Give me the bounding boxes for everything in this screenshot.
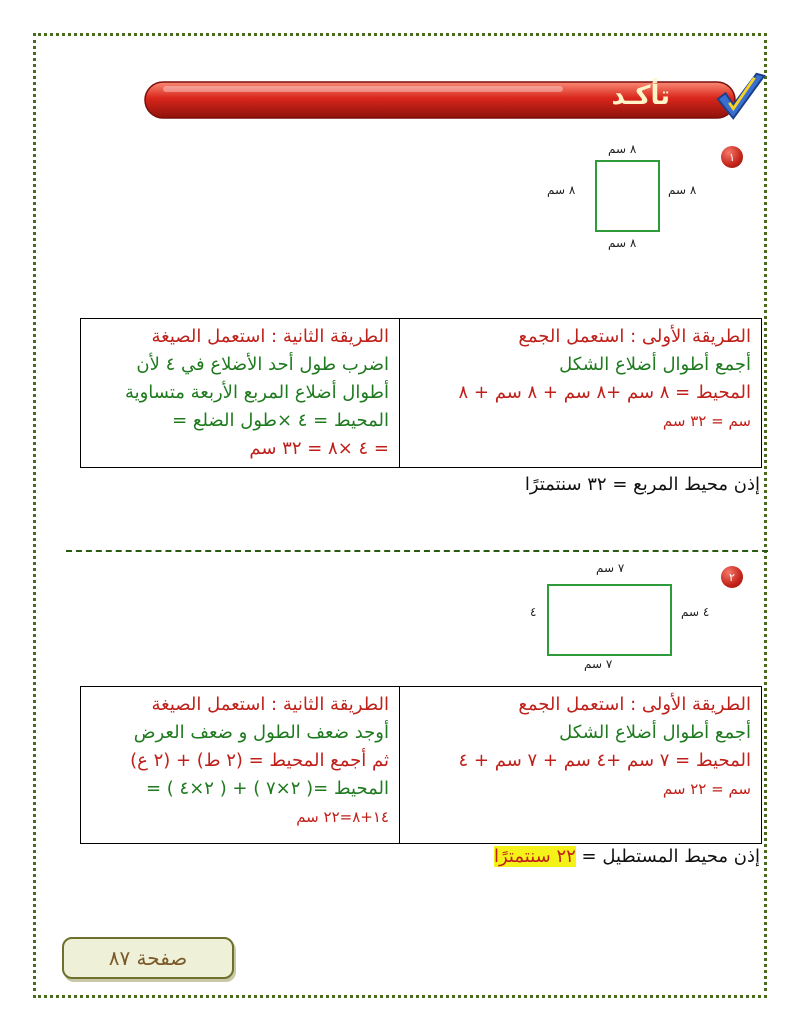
square-right-label: ٨ سم — [668, 183, 697, 197]
checkmark-icon — [712, 70, 770, 128]
page-number: صفحة ٨٧ — [108, 946, 188, 970]
method2-line: ثم أجمع المحيط = (٢ ط) + (٢ ع) — [130, 750, 389, 771]
rectangle-top-label: ٧ سم — [596, 561, 625, 575]
method1-line: سم = ٣٢ سم — [662, 412, 751, 430]
section-divider — [66, 550, 768, 552]
method-addition-cell — [400, 319, 762, 468]
problem-number-badge: ١ — [721, 146, 743, 168]
rectangle-left-label: ٤ — [530, 605, 537, 619]
method2-line: ١٤+٨=٢٢ سم — [296, 808, 389, 826]
method1-line: أجمع أطوال أضلاع الشكل — [559, 722, 751, 743]
rectangle-bottom-label: ٧ سم — [584, 657, 613, 671]
method1-line: أجمع أطوال أضلاع الشكل — [559, 354, 751, 375]
methods-table-2 — [80, 686, 762, 844]
method1-line: المحيط = ٧ سم +٤ سم + ٧ سم + ٤ — [458, 750, 751, 771]
conclusion-highlight: ٢٢ سنتمترًا — [494, 846, 576, 867]
rectangle-shape — [547, 584, 672, 656]
method1-heading: الطريقة الأولى : استعمل الجمع — [518, 326, 751, 347]
page-number-box — [62, 937, 234, 979]
method-formula-cell — [81, 687, 400, 844]
method2-line: أوجد ضعف الطول و ضعف العرض — [133, 722, 389, 743]
method1-heading: الطريقة الأولى : استعمل الجمع — [518, 694, 751, 715]
method2-line: = ٤ ×٨ = ٣٢ سم — [249, 438, 389, 459]
conclusion-prefix: إذن محيط المستطيل = — [581, 846, 760, 867]
method1-line: سم = ٢٢ سم — [662, 780, 751, 798]
square-shape — [595, 160, 660, 232]
method2-line: المحيط = ٤ ×طول الضلع = — [172, 410, 389, 431]
method2-heading: الطريقة الثانية : استعمل الصيغة — [151, 694, 389, 715]
square-top-label: ٨ سم — [608, 142, 637, 156]
rectangle-right-label: ٤ سم — [681, 605, 710, 619]
method2-heading: الطريقة الثانية : استعمل الصيغة — [151, 326, 389, 347]
method2-line: أطوال أضلاع المربع الأربعة متساوية — [124, 382, 389, 403]
method-formula-cell — [81, 319, 400, 468]
method2-line: اضرب طول أحد الأضلاع في ٤ لأن — [136, 354, 389, 375]
conclusion-rectangle — [494, 846, 760, 867]
banner-title: تأكـد — [611, 81, 670, 111]
square-left-label: ٨ سم — [547, 183, 576, 197]
square-bottom-label: ٨ سم — [608, 236, 637, 250]
section-banner — [143, 76, 763, 124]
conclusion-square: إذن محيط المربع = ٣٢ سنتمترًا — [524, 474, 760, 495]
method2-line: المحيط =( ٢×٧ ) + ( ٢×٤ ) = — [145, 778, 389, 799]
methods-table-1 — [80, 318, 762, 468]
method1-line: المحيط = ٨ سم +٨ سم + ٨ سم + ٨ — [458, 382, 751, 403]
method-addition-cell — [400, 687, 762, 844]
problem-number-badge: ٢ — [721, 566, 743, 588]
